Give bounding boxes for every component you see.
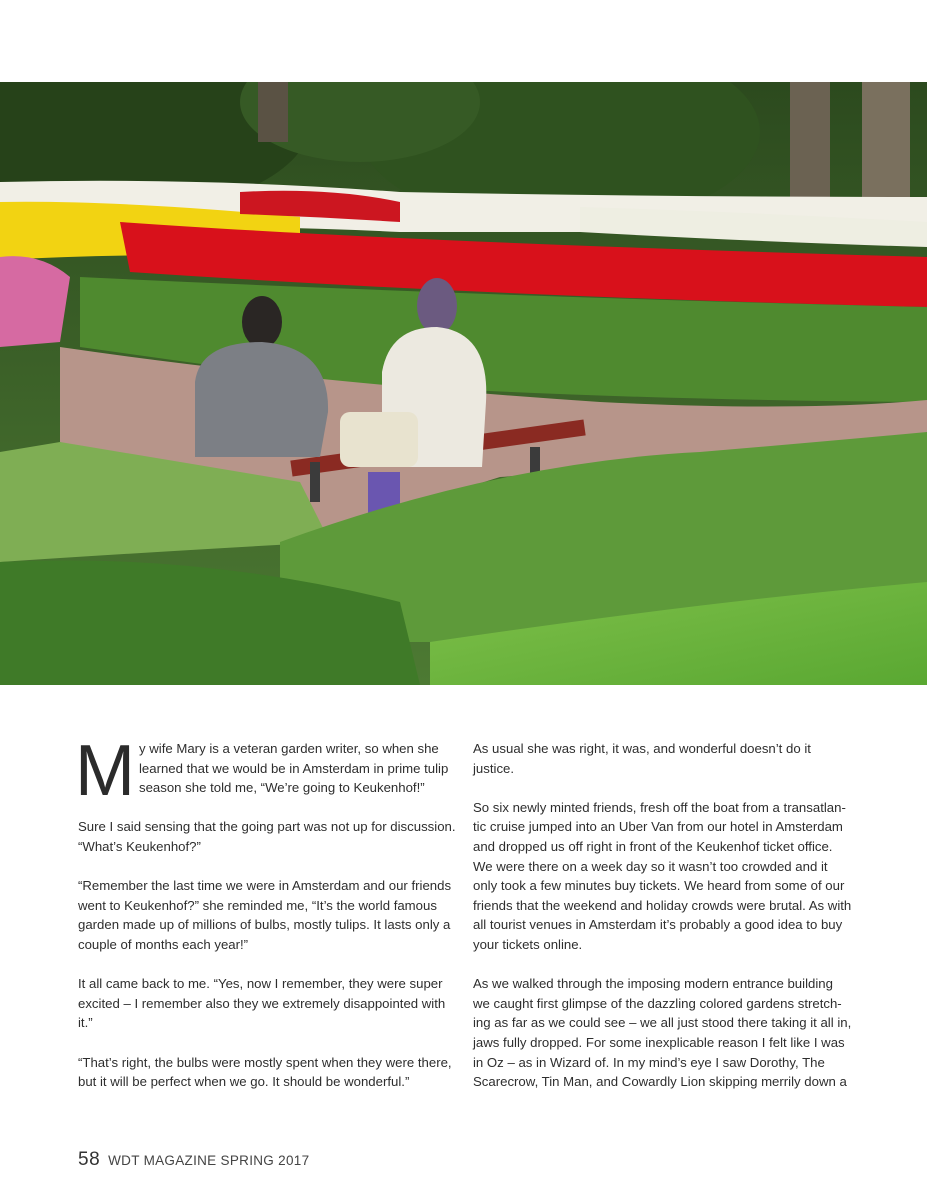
page-footer [78,1149,309,1171]
paragraph-text: y wife Mary is a veteran garden writer, so when she learned that we would be in Amsterdam in prime tulip season she told me, “We’re going to Keukenhof!” [138,741,449,796]
article-paragraph: As we walked through the imposing modern entrance building we caught first glimpse of the dazzling colored gardens stretch-ing as far as we could see – we all just stood there taking it all in, jaws fully dropped. For some inexplicable reason I felt like I was in Oz – as in Wizard of. In my mind’s eye I saw Dorothy, The Scarecrow, Tin Man, and Cowardly Lion skipping merrily down a [473,976,852,1090]
magazine-title: WDT MAGAZINE SPRING 2017 [108,1153,310,1168]
article-paragraph: It all came back to me. “Yes, now I remember, they were super excited – I remember also they we extremely disappointed with it.” [78,976,446,1031]
article-paragraph: So six newly minted friends, fresh off the boat from a transatlan-tic cruise jumped into an Uber Van from our hotel in Amsterdam and dropped us off right in front of the Keukenhof ticket office. We were there on a week day so it wasn’t too crowded and it only took a few minutes buy tickets. We heard from some of our friends that the weekend and holiday crowds were brutal. As with all tourist venues in Amsterdam it’s probably a good idea to buy your tickets online. [473,799,852,952]
keukenhof-garden-photo [0,82,927,685]
drop-cap: M [75,731,135,811]
article-paragraph: “Remember the last time we were in Amsterdam and our friends went to Keukenhof?” she reminded me, “It’s the world famous garden made up of millions of bulbs, mostly tulips. It lasts only a couple of months each year!” [78,878,452,952]
article-paragraph: As usual she was right, it was, and wonderful doesn’t do it justice. [473,741,811,776]
page-number: 58 [78,1149,101,1170]
article-paragraph: Sure I said sensing that the going part was not up for discussion. “What’s Keukenhof?” [78,819,456,854]
article-right-column [473,739,853,1111]
garden-illustration [0,82,927,685]
article-paragraph [75,731,456,811]
article-paragraph: “That’s right, the bulbs were mostly spent when they were there, but it will be perfect when we go. It should be wonderful.” [78,1054,452,1090]
article-left-column [75,731,456,1111]
